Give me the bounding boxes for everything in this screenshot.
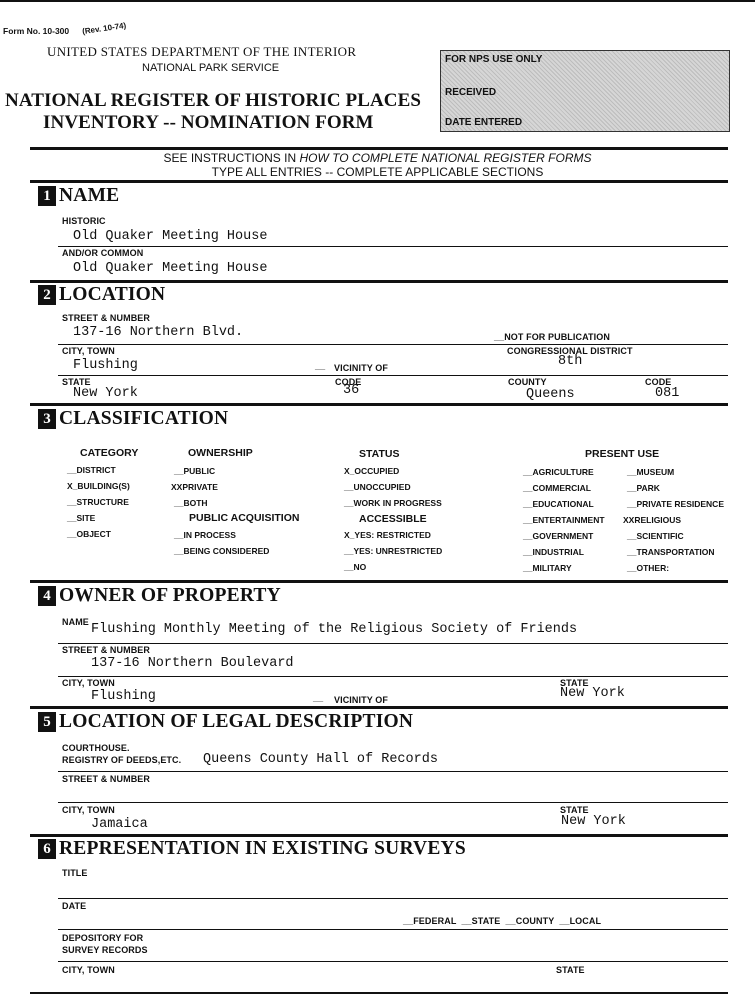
- section-number: 6: [38, 839, 56, 859]
- form-title-line2: INVENTORY -- NOMINATION FORM: [43, 112, 374, 133]
- present-use-option[interactable]: __ENTERTAINMENT: [523, 515, 605, 525]
- common-name[interactable]: Old Quaker Meeting House: [73, 261, 268, 276]
- public-acquisition-heading: PUBLIC ACQUISITION: [189, 512, 300, 524]
- form-title-line1: NATIONAL REGISTER OF HISTORIC PLACES: [5, 90, 422, 111]
- rule: [58, 643, 728, 644]
- instructions-rule: [30, 180, 728, 183]
- state-value[interactable]: New York: [73, 386, 138, 401]
- ownership-option[interactable]: XXPRIVATE: [171, 482, 218, 492]
- present-use-option[interactable]: __SCIENTIFIC: [627, 531, 684, 541]
- received-label: RECEIVED: [445, 87, 497, 98]
- owner-name-value[interactable]: Flushing Monthly Meeting of the Religious Society of Friends: [91, 622, 578, 637]
- present-use-option[interactable]: __AGRICULTURE: [523, 467, 594, 477]
- historic-label: HISTORIC: [62, 216, 106, 226]
- category-option[interactable]: __OBJECT: [67, 529, 111, 539]
- section-4-header: [38, 585, 281, 607]
- nps-use-only-label: FOR NPS USE ONLY: [445, 54, 543, 65]
- section-rule: [30, 580, 728, 583]
- not-for-publication[interactable]: __NOT FOR PUBLICATION: [494, 332, 610, 342]
- depository-label-2: SURVEY RECORDS: [62, 945, 148, 955]
- accessible-option[interactable]: __YES: UNRESTRICTED: [344, 546, 443, 556]
- historic-name[interactable]: Old Quaker Meeting House: [73, 229, 268, 244]
- rule: [58, 246, 728, 247]
- legal-state-value[interactable]: New York: [561, 814, 626, 829]
- street-value[interactable]: 137-16 Northern Blvd.: [73, 325, 244, 340]
- instructions-manual-title: HOW TO COMPLETE NATIONAL REGISTER FORMS: [299, 151, 592, 165]
- present-use-option[interactable]: __GOVERNMENT: [523, 531, 594, 541]
- city-label: CITY, TOWN: [62, 346, 115, 356]
- survey-levels[interactable]: __FEDERAL __STATE __COUNTY __LOCAL: [403, 916, 602, 926]
- county-code-value[interactable]: 081: [655, 386, 680, 401]
- county-label: COUNTY: [508, 377, 547, 387]
- top-border: [0, 0, 755, 2]
- common-label: AND/OR COMMON: [62, 248, 144, 258]
- survey-date-label: DATE: [62, 901, 87, 911]
- owner-street-value[interactable]: 137-16 Northern Boulevard: [91, 656, 294, 671]
- courthouse-value[interactable]: Queens County Hall of Records: [203, 752, 438, 767]
- section-rule: [30, 834, 728, 837]
- owner-state-value[interactable]: New York: [560, 686, 625, 701]
- present-use-option[interactable]: XXRELIGIOUS: [623, 515, 682, 525]
- acquisition-option[interactable]: __IN PROCESS: [174, 530, 236, 540]
- present-use-option[interactable]: __TRANSPORTATION: [627, 547, 715, 557]
- form-number: Form No. 10-300: [3, 26, 70, 36]
- registry-label: REGISTRY OF DEEDS,ETC.: [62, 755, 182, 765]
- accessible-option[interactable]: __NO: [344, 562, 367, 572]
- status-heading: STATUS: [359, 448, 400, 460]
- section-number: 5: [38, 712, 56, 732]
- owner-vicinity-label: VICINITY OF: [334, 695, 388, 705]
- rule: [58, 929, 728, 930]
- header-rule: [30, 147, 728, 150]
- survey-state-label: STATE: [556, 965, 585, 975]
- section-6-header: [38, 838, 466, 860]
- section-number: 2: [38, 285, 56, 305]
- city-value[interactable]: Flushing: [73, 358, 138, 373]
- accessible-heading: ACCESSIBLE: [359, 513, 427, 525]
- section-title: NAME: [59, 185, 120, 206]
- category-option[interactable]: X_BUILDING(S): [67, 481, 130, 491]
- service: NATIONAL PARK SERVICE: [142, 62, 280, 74]
- vicinity-label: VICINITY OF: [334, 363, 388, 373]
- status-option[interactable]: X_OCCUPIED: [344, 466, 400, 476]
- present-use-option[interactable]: __EDUCATIONAL: [523, 499, 594, 509]
- present-use-option[interactable]: __MILITARY: [523, 563, 572, 573]
- state-label: STATE: [62, 377, 91, 387]
- present-use-option[interactable]: __PARK: [627, 483, 660, 493]
- owner-vicinity-blank[interactable]: __: [313, 693, 324, 703]
- acquisition-option[interactable]: __BEING CONSIDERED: [174, 546, 270, 556]
- rule: [58, 771, 728, 772]
- section-number: 3: [38, 409, 56, 429]
- congressional-district-label: CONGRESSIONAL DISTRICT: [507, 346, 633, 356]
- owner-state-label: STATE: [560, 678, 589, 688]
- instructions-line1: [0, 151, 755, 165]
- depository-label-1: DEPOSITORY FOR: [62, 933, 144, 943]
- revision: (Rev. 10-74): [81, 20, 127, 37]
- street-label: STREET & NUMBER: [62, 313, 151, 323]
- rule: [58, 344, 728, 345]
- rule: [58, 898, 728, 899]
- county-code-label: CODE: [645, 377, 672, 387]
- owner-street-label: STREET & NUMBER: [62, 645, 151, 655]
- section-5-header: [38, 711, 413, 733]
- section-rule: [30, 403, 728, 406]
- survey-city-label: CITY, TOWN: [62, 965, 115, 975]
- rule: [58, 961, 728, 962]
- state-code-label: CODE: [335, 377, 362, 387]
- instructions-line2: TYPE ALL ENTRIES -- COMPLETE APPLICABLE SECTIONS: [211, 165, 544, 179]
- state-code-value[interactable]: 36: [343, 383, 360, 398]
- ownership-option[interactable]: __BOTH: [174, 498, 208, 508]
- date-entered-label: DATE ENTERED: [445, 117, 523, 128]
- section-title: REPRESENTATION IN EXISTING SURVEYS: [59, 838, 466, 859]
- status-option[interactable]: __WORK IN PROGRESS: [344, 498, 442, 508]
- section-rule: [30, 280, 728, 283]
- owner-name-label: NAME: [62, 617, 89, 627]
- present-use-option[interactable]: __OTHER:: [627, 563, 670, 573]
- status-option[interactable]: __UNOCCUPIED: [344, 482, 411, 492]
- section-2-header: [38, 284, 165, 306]
- owner-city-label: CITY, TOWN: [62, 678, 115, 688]
- present-use-option[interactable]: __PRIVATE RESIDENCE: [627, 499, 724, 509]
- congressional-district-value[interactable]: 8th: [558, 354, 583, 369]
- bottom-rule: [30, 992, 728, 994]
- department: UNITED STATES DEPARTMENT OF THE INTERIOR: [47, 44, 357, 59]
- category-heading: CATEGORY: [80, 447, 139, 459]
- rule: [58, 676, 728, 677]
- section-title: LOCATION OF LEGAL DESCRIPTION: [59, 711, 414, 732]
- rule: [58, 375, 728, 376]
- present-use-option[interactable]: __INDUSTRIAL: [523, 547, 584, 557]
- category-option[interactable]: __STRUCTURE: [67, 497, 129, 507]
- vicinity-blank[interactable]: __: [315, 361, 326, 371]
- section-title: LOCATION: [59, 284, 166, 305]
- section-number: 4: [38, 586, 56, 606]
- county-value[interactable]: Queens: [526, 387, 575, 402]
- present-use-option[interactable]: __MUSEUM: [627, 467, 675, 477]
- present-use-heading: PRESENT USE: [585, 448, 660, 460]
- ownership-heading: OWNERSHIP: [188, 447, 253, 459]
- present-use-option[interactable]: __COMMERCIAL: [523, 483, 592, 493]
- legal-state-label: STATE: [560, 805, 589, 815]
- legal-street-label: STREET & NUMBER: [62, 774, 151, 784]
- section-number: 1: [38, 186, 56, 206]
- section-title: OWNER OF PROPERTY: [59, 585, 281, 606]
- section-rule: [30, 706, 728, 709]
- accessible-option[interactable]: X_YES: RESTRICTED: [344, 530, 431, 540]
- rule: [58, 802, 728, 803]
- section-title: CLASSIFICATION: [59, 408, 229, 429]
- legal-city-value[interactable]: Jamaica: [91, 817, 148, 832]
- category-option[interactable]: __DISTRICT: [67, 465, 116, 475]
- instructions-text: SEE INSTRUCTIONS IN: [163, 151, 300, 165]
- survey-title-label: TITLE: [62, 868, 88, 878]
- section-3-header: [38, 408, 228, 430]
- ownership-option[interactable]: __PUBLIC: [174, 466, 216, 476]
- section-1-header: [38, 185, 119, 207]
- owner-city-value[interactable]: Flushing: [91, 689, 156, 704]
- category-option[interactable]: __SITE: [67, 513, 96, 523]
- courthouse-label: COURTHOUSE.: [62, 743, 130, 753]
- nps-use-only-box: [440, 50, 730, 132]
- legal-city-label: CITY, TOWN: [62, 805, 115, 815]
